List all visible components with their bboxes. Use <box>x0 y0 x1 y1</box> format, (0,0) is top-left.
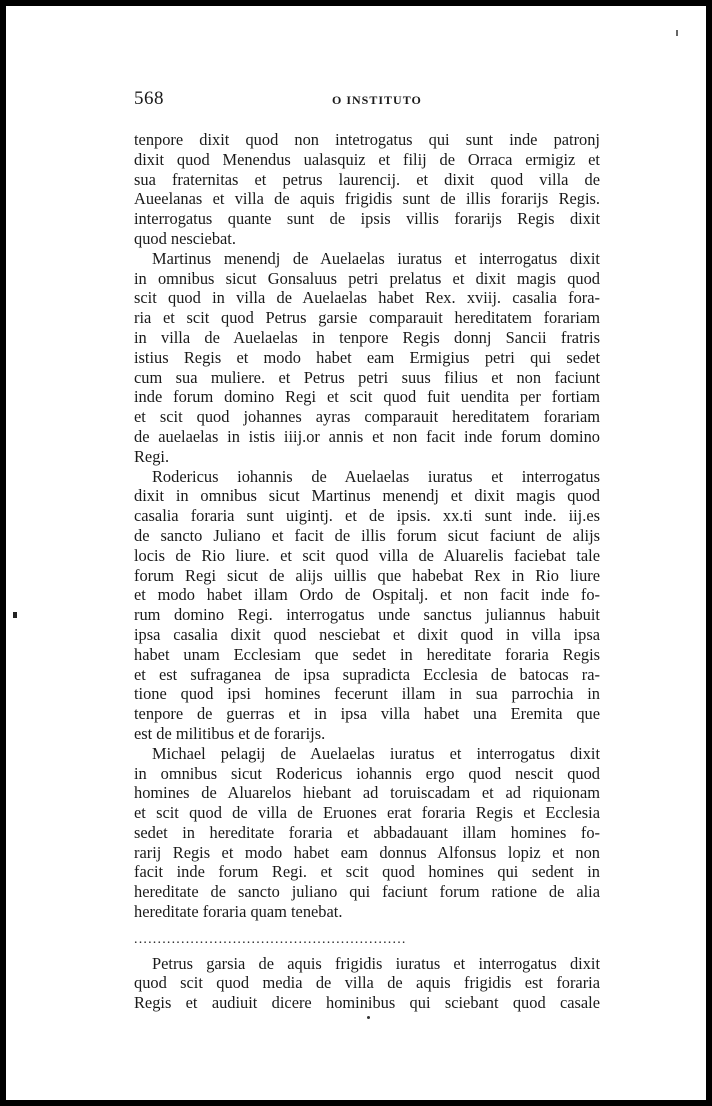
text-line: cum sua muliere. et Petrus petri suus filius et non faciunt <box>134 367 600 387</box>
text-line: Regis et audiuit dicere hominibus qui sciebant quod casale <box>134 993 600 1013</box>
text-line: istius Regis et modo habet eam Ermigius petri qui sedet <box>134 347 600 367</box>
text-line: Martinus menendj de Auelaelas iuratus et interrogatus dixit <box>152 248 600 268</box>
text-line: est de militibus et de forarijs. <box>134 723 326 743</box>
text-line: Michael pelagij de Auelaelas iuratus et interrogatus dixit <box>152 743 600 763</box>
paragraph-3 <box>134 467 600 744</box>
paragraph-2 <box>134 249 600 467</box>
text-line: tenpore de guerras et in ipsa villa habet una Eremita que <box>134 704 600 724</box>
text-line: locis de Rio liure. et scit quod villa de Aluarelis faciebat tale <box>134 545 600 565</box>
text-line: Regi. <box>134 446 170 466</box>
text-line: rum domino Regi. interrogatus unde sanctus juliannus habuit <box>134 605 600 625</box>
text-line: quod nesciebat. <box>134 228 236 248</box>
page-header <box>134 88 600 112</box>
text-line: dixit in omnibus sicut Martinus menendj et dixit magis quod <box>134 486 600 506</box>
paragraph-4 <box>134 744 600 922</box>
text-line: scit quod in villa de Auelaelas habet Rex. xviij. casalia fora- <box>134 288 600 308</box>
text-line: ipsa casalia dixit quod nesciebat et dixit quod in villa ipsa <box>134 624 600 644</box>
text-line: homines de Aluarelos hiebant ad toruiscadam et ad riquionam <box>134 783 600 803</box>
paragraph-5 <box>134 954 600 1013</box>
omission-dots: .......................................................... <box>134 931 407 947</box>
page-number: 568 <box>134 88 164 109</box>
text-line: Petrus garsia de aquis frigidis iuratus et interrogatus dixit <box>152 953 600 973</box>
text-line: habet unam Ecclesiam que sedet in hereditate foraria Regis <box>134 644 600 664</box>
text-line: sua fraternitas et petrus laurencij. et dixit quod villa de <box>134 169 600 189</box>
text-line: Aueelanas et villa de aquis frigidis sunt de illis forarijs Regis. <box>134 189 600 209</box>
margin-mark <box>13 612 17 618</box>
document-body <box>134 130 600 1013</box>
text-line: in omnibus sicut Gonsaluus petri prelatus et dixit magis quod <box>134 268 600 288</box>
text-line: et est sufraganea de ipsa supradicta Ecclesia de batocas ra- <box>134 664 600 684</box>
text-line: facit inde forum Regi. et scit quod homines qui sedent in <box>134 862 600 882</box>
text-line: interrogatus quante sunt de ipsis villis forarijs Regis dixit <box>134 209 600 229</box>
text-line: tenpore dixit quod non intetrogatus qui sunt inde patronj <box>134 130 600 149</box>
text-line: de auelaelas in istis iiij.or annis et non facit inde forum domino <box>134 426 600 446</box>
text-line: quod scit quod media de villa de aquis frigidis est foraria <box>134 973 600 993</box>
text-line: de sancto Juliano et facit de illis forum sicut faciunt de alijs <box>134 525 600 545</box>
text-line: hereditate de sancto juliano qui faciunt forum ratione de alia <box>134 882 600 902</box>
text-line: sedet in hereditate foraria et abbadauant illam homines fo- <box>134 822 600 842</box>
text-line: ria et scit quod Petrus garsie comparauit hereditatem forariam <box>134 308 600 328</box>
paragraph-1 <box>134 130 600 249</box>
text-line: forum Regi sicut de alijs uillis que habebat Rex in Rio liure <box>134 565 600 585</box>
text-line: tione quod ipsi homines fecerunt illam in sua parrochia in <box>134 684 600 704</box>
text-line: casalia foraria sunt uigintj. et de ipsis. xx.ti sunt inde. iij.es <box>134 506 600 526</box>
text-line: in villa de Auelaelas in tenpore Regis donnj Sancii fratris <box>134 327 600 347</box>
text-line: Rodericus iohannis de Auelaelas iuratus et interrogatus <box>152 466 600 486</box>
scan-speck <box>676 30 678 36</box>
text-line: et scit quod johannes ayras comparauit hereditatem forariam <box>134 407 600 427</box>
text-line: inde forum domino Regi et scit quod fuit uendita per fortiam <box>134 387 600 407</box>
text-line: hereditate foraria quam tenebat. <box>134 902 343 922</box>
scan-speck <box>367 1016 370 1019</box>
text-line: et modo habet illam Ordo de Ospitalj. et non facit inde fo- <box>134 585 600 605</box>
text-line: dixit quod Menendus ualasquiz et filij de Orraca ermigiz et <box>134 149 600 169</box>
text-line: et scit quod de villa de Eruones erat foraria Regis et Ecclesia <box>134 803 600 823</box>
text-line: rarij Regis et modo habet eam donnus Alfonsus lopiz et non <box>134 842 600 862</box>
running-head: O INSTITUTO <box>332 93 422 107</box>
text-line: in omnibus sicut Rodericus iohannis ergo quod nescit quod <box>134 763 600 783</box>
